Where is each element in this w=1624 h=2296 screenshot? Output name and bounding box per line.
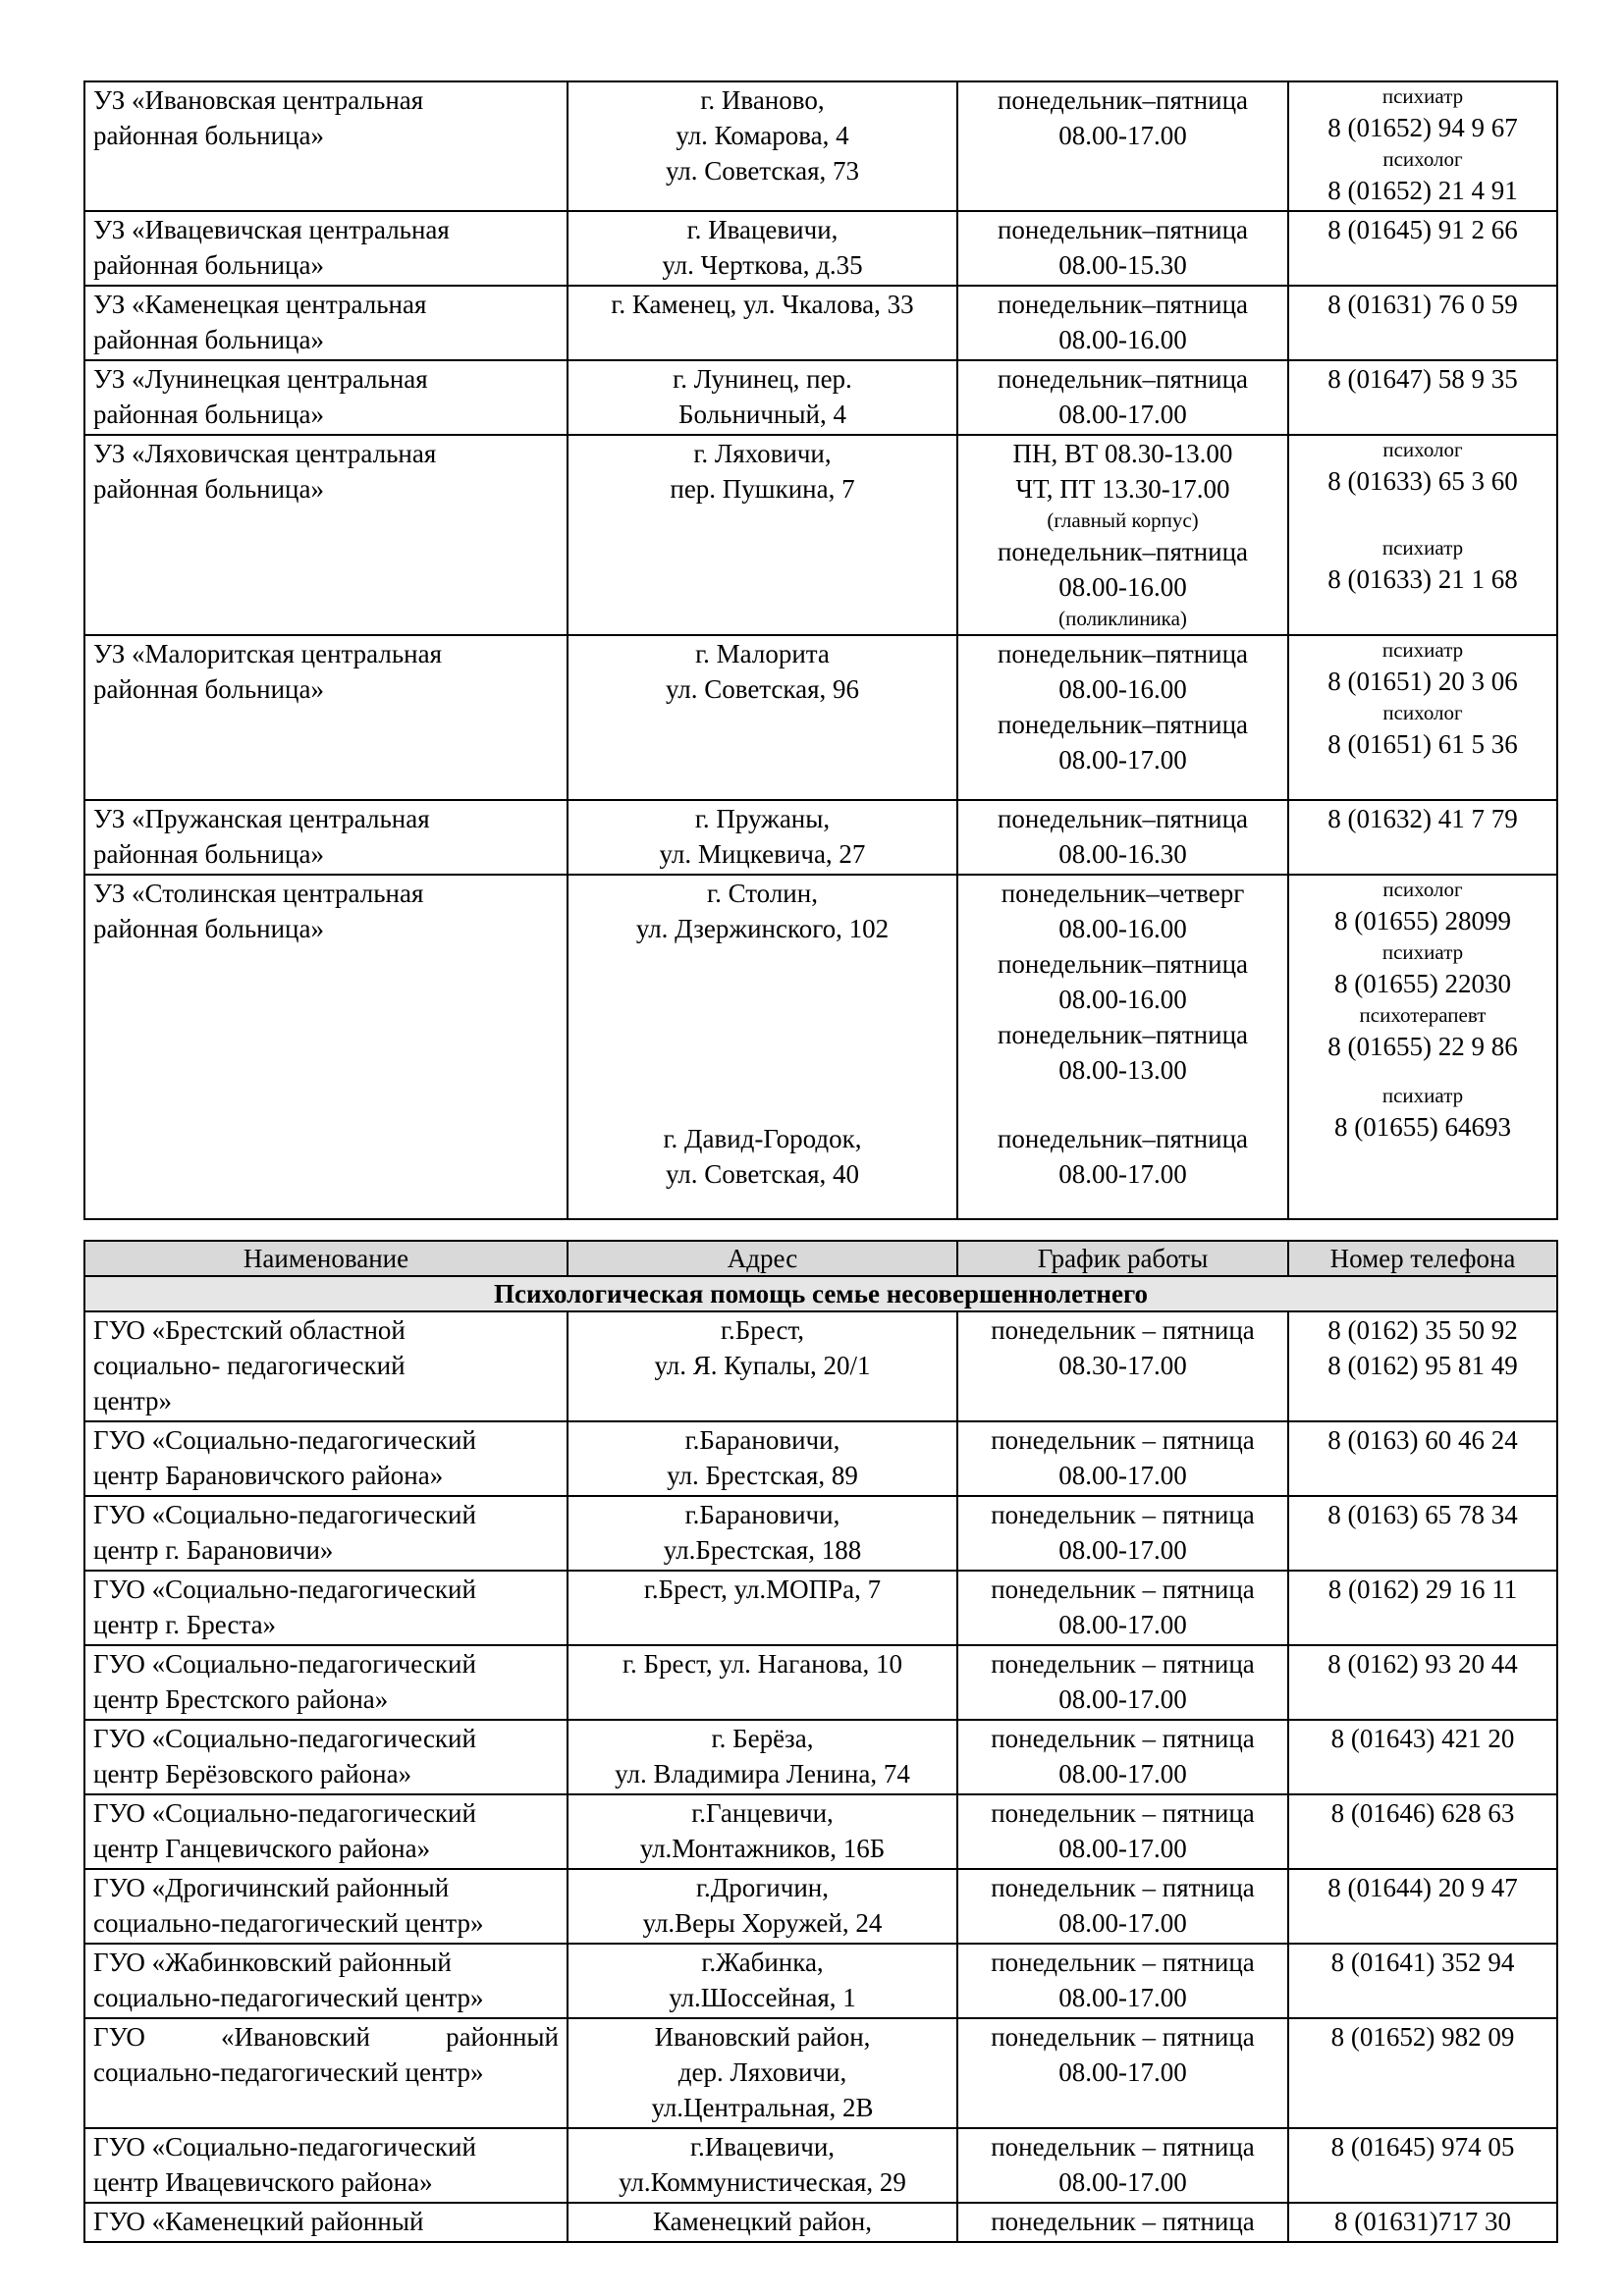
schedule: понедельник – пятница — [957, 2203, 1288, 2242]
address: г.Барановичи, ул. Брестская, 89 — [568, 1421, 957, 1496]
header-name: Наименование — [84, 1241, 568, 1276]
address: г. Иваново, ул. Комарова, 4 ул. Советская, 73 — [568, 81, 957, 211]
address: г.Дрогичин, ул.Веры Хоружей, 24 — [568, 1869, 957, 1944]
institution-name: ГУО «Жабинковский районный социально-педагогический центр» — [84, 1944, 568, 2018]
institution-name: ГУО «Социально-педагогический центр г. Барановичи» — [84, 1496, 568, 1571]
section-row — [84, 1276, 1557, 1311]
address: г. Каменец, ул. Чкалова, 33 — [568, 286, 957, 360]
schedule: понедельник – пятница 08.00-17.00 — [957, 2128, 1288, 2203]
phone: психолог 8 (01633) 65 3 60 психиатр 8 (01633) 21 1 68 — [1288, 435, 1557, 635]
institution-name: УЗ «Пружанская центральная районная больница» — [84, 800, 568, 875]
address: Ивановский район, дер. Ляховичи, ул.Центральная, 2В — [568, 2018, 957, 2128]
table-header-row — [84, 1241, 1557, 1276]
phone: 8 (01631) 76 0 59 — [1288, 286, 1557, 360]
address: Каменецкий район, — [568, 2203, 957, 2242]
institution-name: ГУО «Социально-педагогический центр Ивацевичского района» — [84, 2128, 568, 2203]
schedule: ПН, ВТ 08.30-13.00 ЧТ, ПТ 13.30-17.00 (главный корпус) понедельник–пятница 08.00-16.00 (поликлиника) — [957, 435, 1288, 635]
address: г. Берёза, ул. Владимира Ленина, 74 — [568, 1720, 957, 1794]
address: г.Жабинка, ул.Шоссейная, 1 — [568, 1944, 957, 2018]
address: г.Брест, ул.МОПРа, 7 — [568, 1571, 957, 1645]
schedule: понедельник–пятница 08.00-15.30 — [957, 211, 1288, 286]
institution-name: УЗ «Малоритская центральная районная больница» — [84, 635, 568, 800]
address: г. Пружаны, ул. Мицкевича, 27 — [568, 800, 957, 875]
institution-name: ГУО «Брестский областной социально- педагогический центр» — [84, 1311, 568, 1421]
table-row — [84, 1869, 1557, 1944]
address: г.Барановичи, ул.Брестская, 188 — [568, 1496, 957, 1571]
table-row — [84, 81, 1557, 211]
section-title: Психологическая помощь семье несовершеннолетнего — [84, 1276, 1557, 1311]
schedule: понедельник – пятница 08.00-17.00 — [957, 2018, 1288, 2128]
schedule: понедельник – пятница 08.00-17.00 — [957, 1869, 1288, 1944]
address: г.Брест, ул. Я. Купалы, 20/1 — [568, 1311, 957, 1421]
institution-name: УЗ «Ляховичская центральная районная больница» — [84, 435, 568, 635]
phone: 8 (0162) 93 20 44 — [1288, 1645, 1557, 1720]
phone: 8 (01645) 974 05 — [1288, 2128, 1557, 2203]
address: г. Ивацевичи, ул. Черткова, д.35 — [568, 211, 957, 286]
institution-name: УЗ «Лунинецкая центральная районная больница» — [84, 360, 568, 435]
schedule: понедельник – пятница 08.00-17.00 — [957, 1944, 1288, 2018]
table-row — [84, 1794, 1557, 1869]
phone: 8 (01646) 628 63 — [1288, 1794, 1557, 1869]
phone: 8 (01632) 41 7 79 — [1288, 800, 1557, 875]
phone: 8 (0162) 35 50 92 8 (0162) 95 81 49 — [1288, 1311, 1557, 1421]
table-row — [84, 1496, 1557, 1571]
phone: 8 (01643) 421 20 — [1288, 1720, 1557, 1794]
schedule: понедельник – пятница 08.00-17.00 — [957, 1421, 1288, 1496]
phone: 8 (01652) 982 09 — [1288, 2018, 1557, 2128]
schedule: понедельник – пятница 08.00-17.00 — [957, 1645, 1288, 1720]
address: г. Ляховичи, пер. Пушкина, 7 — [568, 435, 957, 635]
institution-name: УЗ «Ивацевичская центральная районная больница» — [84, 211, 568, 286]
phone: 8 (01641) 352 94 — [1288, 1944, 1557, 2018]
phone: 8 (0163) 60 46 24 — [1288, 1421, 1557, 1496]
schedule: понедельник–пятница 08.00-17.00 — [957, 360, 1288, 435]
institution-name: УЗ «Ивановская центральная районная больница» — [84, 81, 568, 211]
table-row — [84, 2128, 1557, 2203]
schedule: понедельник – пятница 08.00-17.00 — [957, 1571, 1288, 1645]
institution-name: ГУО «Каменецкий районный — [84, 2203, 568, 2242]
institutions-table-1 — [83, 80, 1558, 1220]
schedule: понедельник–пятница 08.00-16.00 — [957, 286, 1288, 360]
phone: 8 (01645) 91 2 66 — [1288, 211, 1557, 286]
schedule: понедельник–четверг 08.00-16.00 понедельник–пятница 08.00-16.00 понедельник–пятница 08.00-13.00 понедельник–пятница 08.00-17.00 — [957, 875, 1288, 1219]
table-row — [84, 800, 1557, 875]
phone: психиатр 8 (01651) 20 3 06 психолог 8 (01651) 61 5 36 — [1288, 635, 1557, 800]
header-phone: Номер телефона — [1288, 1241, 1557, 1276]
table-row — [84, 1571, 1557, 1645]
table-row — [84, 1944, 1557, 2018]
institution-name: ГУО «Социально-педагогический центр Ганцевичского района» — [84, 1794, 568, 1869]
schedule: понедельник – пятница 08.30-17.00 — [957, 1311, 1288, 1421]
table-row — [84, 2203, 1557, 2242]
phone: психолог 8 (01655) 28099 психиатр 8 (01655) 22030 психотерапевт 8 (01655) 22 9 86 психиатр 8 (01655) 64693 — [1288, 875, 1557, 1219]
schedule: понедельник–пятница 08.00-16.30 — [957, 800, 1288, 875]
institutions-table-2 — [83, 1240, 1558, 2243]
table-row — [84, 435, 1557, 635]
schedule: понедельник – пятница 08.00-17.00 — [957, 1794, 1288, 1869]
phone: 8 (0163) 65 78 34 — [1288, 1496, 1557, 1571]
schedule: понедельник–пятница 08.00-17.00 — [957, 81, 1288, 211]
table-row — [84, 1421, 1557, 1496]
table-row — [84, 1311, 1557, 1421]
table-row — [84, 286, 1557, 360]
institution-name: УЗ «Столинская центральная районная больница» — [84, 875, 568, 1219]
schedule: понедельник – пятница 08.00-17.00 — [957, 1720, 1288, 1794]
header-schedule: График работы — [957, 1241, 1288, 1276]
table-row — [84, 1645, 1557, 1720]
address: г.Ивацевичи, ул.Коммунистическая, 29 — [568, 2128, 957, 2203]
address: г. Лунинец, пер. Больничный, 4 — [568, 360, 957, 435]
table-row — [84, 875, 1557, 1219]
address: г. Брест, ул. Наганова, 10 — [568, 1645, 957, 1720]
phone: 8 (01644) 20 9 47 — [1288, 1869, 1557, 1944]
table-row — [84, 1720, 1557, 1794]
table-row — [84, 635, 1557, 800]
table-row — [84, 211, 1557, 286]
address: г.Ганцевичи, ул.Монтажников, 16Б — [568, 1794, 957, 1869]
address: г. Малорита ул. Советская, 96 — [568, 635, 957, 800]
institution-name: ГУО «Дрогичинский районный социально-педагогический центр» — [84, 1869, 568, 1944]
institution-name: УЗ «Каменецкая центральная районная больница» — [84, 286, 568, 360]
schedule: понедельник – пятница 08.00-17.00 — [957, 1496, 1288, 1571]
header-address: Адрес — [568, 1241, 957, 1276]
table-row — [84, 2018, 1557, 2128]
phone: 8 (0162) 29 16 11 — [1288, 1571, 1557, 1645]
institution-name: ГУО «Социально-педагогический центр Барановичского района» — [84, 1421, 568, 1496]
institution-name: ГУО «Социально-педагогический центр Брестского района» — [84, 1645, 568, 1720]
address: г. Столин, ул. Дзержинского, 102 г. Давид-Городок, ул. Советская, 40 — [568, 875, 957, 1219]
phone: психиатр 8 (01652) 94 9 67 психолог 8 (01652) 21 4 91 — [1288, 81, 1557, 211]
schedule: понедельник–пятница 08.00-16.00 понедельник–пятница 08.00-17.00 — [957, 635, 1288, 800]
table-row — [84, 360, 1557, 435]
institution-name: ГУО «Социально-педагогический центр Берёзовского района» — [84, 1720, 568, 1794]
phone: 8 (01647) 58 9 35 — [1288, 360, 1557, 435]
institution-name: ГУО «Социально-педагогический центр г. Бреста» — [84, 1571, 568, 1645]
institution-name: ГУО «Ивановский районный социально-педагогический центр» — [84, 2018, 568, 2128]
phone: 8 (01631)717 30 — [1288, 2203, 1557, 2242]
